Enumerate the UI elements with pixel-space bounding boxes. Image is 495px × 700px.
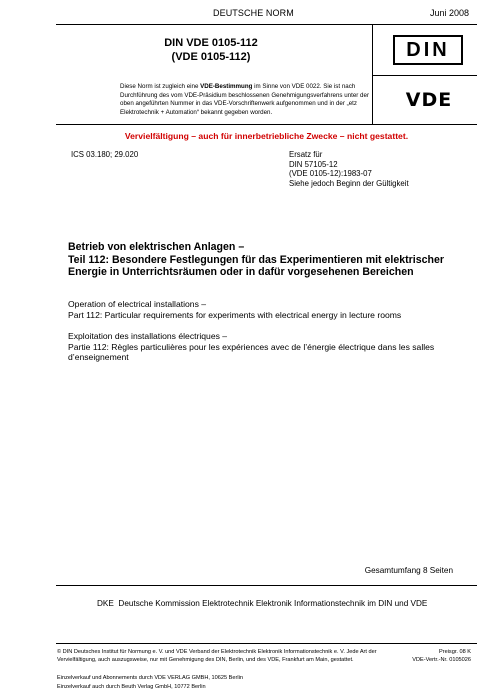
publication-date: Juni 2008: [429, 8, 469, 18]
document-designation-vde: (VDE 0105-112): [171, 51, 251, 63]
vde-contract-number: VDE-Vertr.-Nr. 0105026: [412, 656, 471, 663]
footer-rule: [56, 643, 477, 644]
sales-beuth-verlag: Einzelverkauf auch durch Beuth Verlag GmbH, 10772 Berlin: [57, 684, 206, 690]
replacement-label: Ersatz für: [289, 150, 323, 159]
document-designation: DIN VDE 0105-112: [164, 37, 258, 49]
vde-logo: VDE: [405, 89, 453, 111]
logo-divider-rule: [372, 75, 477, 76]
copyright-notice: © DIN Deutsches Institut für Normung e. V. und VDE Verband der Elektrotechnik Elektronik Informationstechnik e. V. Jede Art der Vervielfältigung, auch auszugsweise, nur mit Genehmigung des DIN, Berlin, und des VDE, Frankfurt am Main, gestattet.: [57, 649, 377, 663]
replacement-info: [289, 150, 409, 188]
replaced-standard: DIN 57105-12: [289, 159, 338, 169]
committee-top-rule: [56, 585, 477, 586]
header-rule: [56, 24, 477, 25]
notice-top-rule: [56, 124, 477, 125]
din-logo: DIN: [393, 35, 463, 65]
ics-classification: ICS 03.180; 29.020: [71, 150, 139, 159]
reproduction-notice: Vervielfältigung – auch für innerbetriebliche Zwecke – nicht gestattet.: [124, 131, 409, 141]
replaced-standard-vde: (VDE 0105-12):1983-07: [289, 169, 372, 178]
title-german: Betrieb von elektrischen Anlagen – Teil 112: Besondere Festlegungen für das Experimentieren mit elektrischer Energie in Unterrichtsräumen oder in dafür vorgesehenen Bereichen: [68, 241, 445, 279]
total-pages: Gesamtumfang 8 Seiten: [364, 566, 453, 575]
validity-note: Siehe jedoch Beginn der Gültigkeit: [289, 178, 409, 188]
title-french: Exploitation des installations électriques – Partie 112: Règles particulières pour les expériences avec de l’énergie électrique dans les salles d’enseignement: [68, 331, 435, 362]
committee-abbr: DKE: [97, 599, 114, 608]
committee-line: [97, 599, 427, 608]
title-english: Operation of electrical installations – Part 112: Particular requirements for experiments with electrical energy in lecture rooms: [68, 299, 402, 320]
committee-name: Deutsche Kommission Elektrotechnik Elektronik Informationstechnik im DIN und VDE: [118, 599, 428, 608]
norm-type-label: DEUTSCHE NORM: [213, 8, 294, 18]
price-group: Preisgr. 08 K: [438, 649, 471, 655]
price-info: [412, 649, 471, 664]
sales-vde-verlag: Einzelverkauf und Abonnements durch VDE VERLAG GMBH, 10625 Berlin: [57, 675, 243, 681]
vde-regulation-note: Diese Norm ist zugleich eine VDE-Bestimmung im Sinne von VDE 0022. Sie ist nach Durchführung des vom VDE-Präsidium beschlossenen Genehmigungsverfahrens unter der oben angeführten Nummer in das VDE-Vorschriftenwerk aufgenommen und in der „etz Elektrotechnik + Automation“ bekannt gegeben worden.: [120, 83, 370, 116]
